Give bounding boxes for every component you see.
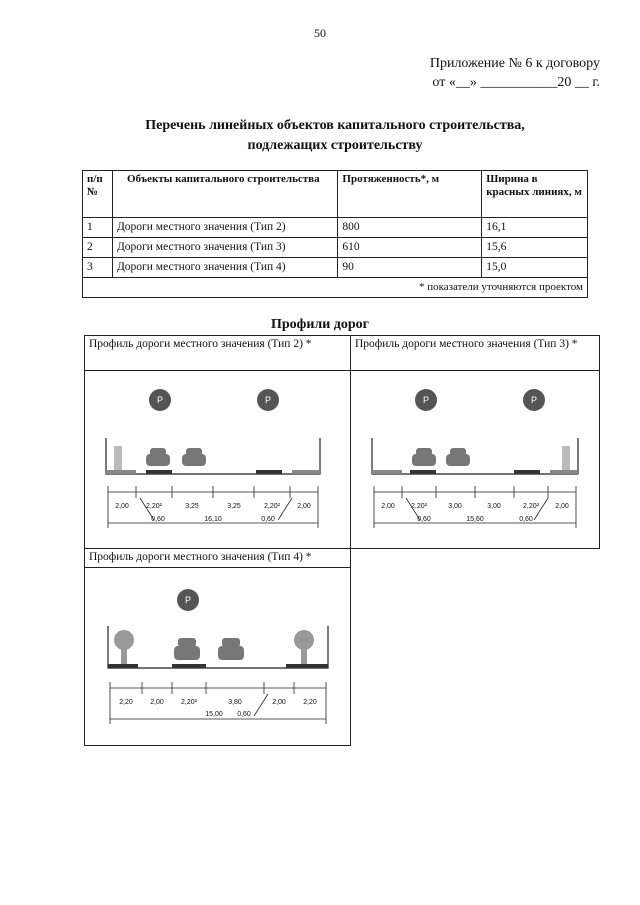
tree-icon — [114, 446, 122, 470]
parking-sign-label: P — [184, 595, 192, 605]
profile-type2-caption: Профиль дороги местного значения (Тип 2) * — [89, 338, 312, 350]
header-object: Объекты капитального строительства — [112, 171, 337, 218]
table-header-row — [83, 171, 588, 218]
table-row — [83, 218, 588, 238]
dimension-label: 2,20² — [146, 503, 162, 510]
dimension-label: 2,20² — [264, 503, 280, 510]
dimension-label: 3,25 — [185, 503, 199, 510]
total-width-label: 15,00 — [205, 711, 223, 718]
cell-number: 2 — [83, 238, 113, 258]
annex-reference — [430, 54, 600, 92]
tree-icon — [114, 630, 134, 664]
document-title — [60, 116, 610, 156]
car-icon — [182, 448, 206, 466]
profile-type3-drawing — [362, 380, 588, 540]
parking-sign-label: P — [422, 395, 430, 405]
annex-line-2: от «__» ___________20 __ г. — [432, 75, 600, 90]
cell-length: 90 — [338, 258, 482, 278]
dimension-label: 3,00 — [448, 503, 462, 510]
objects-table — [82, 170, 588, 298]
title-line-1: Перечень линейных объектов капитального строительства, — [145, 118, 525, 133]
offset-label: 0,60 — [151, 516, 165, 523]
cell-width: 15,6 — [482, 238, 588, 258]
parking-sign-label: P — [156, 395, 164, 405]
annex-line-1: Приложение № 6 к договору — [429, 56, 600, 71]
cell-object: Дороги местного значения (Тип 4) — [112, 258, 337, 278]
dimension-label: 2,00 — [272, 699, 286, 706]
header-width: Ширина в красных линиях, м — [482, 171, 588, 218]
cell-length: 610 — [338, 238, 482, 258]
profile-type3-caption: Профиль дороги местного значения (Тип 3) * — [355, 338, 578, 350]
parking-sign-label: P — [264, 395, 272, 405]
profile-type4-drawing — [96, 580, 336, 740]
dimension-label: 2,20 — [303, 699, 317, 706]
dimension-label: 3,80 — [228, 699, 242, 706]
cell-object: Дороги местного значения (Тип 3) — [112, 238, 337, 258]
offset-label: 0,60 — [417, 516, 431, 523]
title-line-2: подлежащих строительству — [247, 138, 423, 153]
car-icon — [412, 448, 436, 466]
cell-object: Дороги местного значения (Тип 2) — [112, 218, 337, 238]
profile-type2-drawing — [96, 380, 336, 540]
cell-length: 800 — [338, 218, 482, 238]
total-width-label: 15,60 — [466, 516, 484, 523]
dimension-label: 2,00 — [115, 503, 129, 510]
car-icon — [174, 638, 200, 660]
dimension-label: 2,00 — [297, 503, 311, 510]
total-width-label: 16,10 — [204, 516, 222, 523]
cell-number: 1 — [83, 218, 113, 238]
page-number: 50 — [314, 26, 326, 40]
car-icon — [146, 448, 170, 466]
road-cross-section — [106, 438, 320, 474]
offset-label: 0,60 — [261, 516, 275, 523]
tree-icon — [294, 630, 314, 664]
table-note-row — [83, 278, 588, 298]
header-number: п/п № — [83, 171, 113, 218]
offset-label: 0,60 — [519, 516, 533, 523]
profile-type4-caption: Профиль дороги местного значения (Тип 4) * — [89, 551, 312, 563]
car-icon — [446, 448, 470, 466]
cell-width: 16,1 — [482, 218, 588, 238]
dimension-label: 2,20² — [411, 503, 427, 510]
dimension-label: 3,00 — [487, 503, 501, 510]
profiles-title: Профили дорог — [270, 317, 370, 332]
table-note: * показатели уточняются проектом — [83, 278, 588, 298]
dimension-label: 2,20² — [181, 699, 197, 706]
dimension-label: 2,00 — [381, 503, 395, 510]
parking-sign-label: P — [530, 395, 538, 405]
car-icon — [218, 638, 244, 660]
table-row — [83, 238, 588, 258]
table-row — [83, 258, 588, 278]
road-cross-section — [372, 438, 578, 474]
header-length: Протяженность*, м — [338, 171, 482, 218]
dimension-label: 2,20² — [523, 503, 539, 510]
dimension-label: 3,25 — [227, 503, 241, 510]
cell-width: 15,0 — [482, 258, 588, 278]
dimension-label: 2,00 — [150, 699, 164, 706]
dimension-label: 2,20 — [119, 699, 133, 706]
cell-number: 3 — [83, 258, 113, 278]
road-cross-section — [108, 626, 328, 668]
offset-label: 0,60 — [237, 711, 251, 718]
dimension-label: 2,00 — [555, 503, 569, 510]
tree-icon — [562, 446, 570, 470]
